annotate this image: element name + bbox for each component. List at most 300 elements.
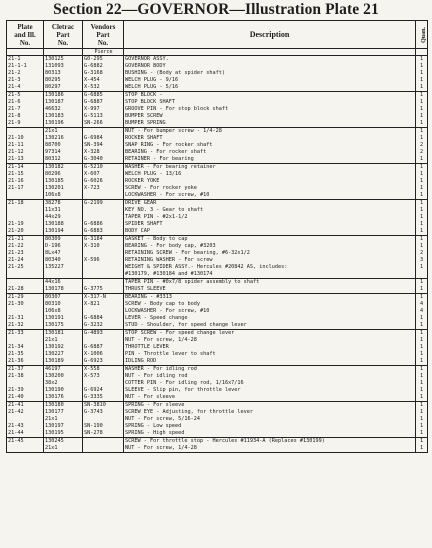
table-row xyxy=(7,70,428,77)
description-cell: SPRING - For sleeve xyxy=(124,402,416,410)
plate-number-cell: 21-1 xyxy=(7,56,44,64)
cletrac-part-cell: 130192 xyxy=(44,344,83,351)
quantity-cell: 1 xyxy=(416,92,428,100)
description-cell: TAPER PIN - #0x7/8 spider assembly to shaft xyxy=(124,279,416,287)
cletrac-part-cell: 130190 xyxy=(44,387,83,394)
description-cell: WELCH PLUG - 13/16 xyxy=(124,171,416,178)
vendor-part-cell: X-310 xyxy=(83,243,124,250)
cletrac-part-cell: 106x8 xyxy=(44,308,83,315)
table-row xyxy=(7,128,428,136)
table-row xyxy=(7,315,428,322)
quantity-cell: 2 xyxy=(416,149,428,156)
quantity-cell: 1 xyxy=(416,99,428,106)
table-row xyxy=(7,214,428,221)
vendor-part-cell: X-454 xyxy=(83,77,124,84)
plate-number-cell: 21-19 xyxy=(7,221,44,228)
plate-number-cell: 21-18 xyxy=(7,200,44,208)
plate-number-cell: 21-31 xyxy=(7,315,44,322)
vendor-part-cell: G-6026 xyxy=(83,178,124,185)
plate-number-cell: 21-7 xyxy=(7,106,44,113)
vendor-part-cell: SN-278 xyxy=(83,430,124,438)
cletrac-part-cell: 130227 xyxy=(44,351,83,358)
quantity-cell: 1 xyxy=(416,430,428,438)
description-cell: RETAINING SCREW - For bearing, #6-32x1/2 xyxy=(124,250,416,257)
table-row xyxy=(7,106,428,113)
plate-number-cell: 21-25 xyxy=(7,264,44,271)
vendor-part-cell xyxy=(83,207,124,214)
header-description: Description xyxy=(124,21,416,49)
table-row xyxy=(7,149,428,156)
quantity-cell: 1 xyxy=(416,315,428,322)
cletrac-part-cell: 44x29 xyxy=(44,214,83,221)
cletrac-part-cell: 21x1 xyxy=(44,416,83,423)
plate-number-cell: 21-5 xyxy=(7,92,44,100)
parts-table xyxy=(6,20,428,453)
plate-number-cell: 21-34 xyxy=(7,344,44,351)
vendor-part-cell: G-5113 xyxy=(83,113,124,120)
cletrac-part-cell: D-196 xyxy=(44,243,83,250)
table-row xyxy=(7,301,428,308)
cletrac-part-cell xyxy=(44,271,83,279)
cletrac-part-cell: 46632 xyxy=(44,106,83,113)
plate-number-cell xyxy=(7,192,44,200)
vendor-part-cell: X-328 xyxy=(83,149,124,156)
description-cell: DRIVE GEAR xyxy=(124,200,416,208)
description-cell: SCREW - For rocker yoke xyxy=(124,185,416,192)
table-row xyxy=(7,264,428,271)
plate-number-cell: 21-37 xyxy=(7,366,44,374)
table-row xyxy=(7,394,428,402)
quantity-cell: 4 xyxy=(416,308,428,315)
subheader-cell xyxy=(44,49,83,56)
cletrac-part-cell: 80297 xyxy=(44,84,83,92)
table-row xyxy=(7,221,428,228)
vendor-part-cell: G-3335 xyxy=(83,394,124,402)
table-row xyxy=(7,294,428,302)
vendor-part-cell: G-6924 xyxy=(83,387,124,394)
vendor-part-cell xyxy=(83,128,124,136)
description-cell: RETAINING WASHER - For screw xyxy=(124,257,416,264)
description-cell: SPIDER SHAFT xyxy=(124,221,416,228)
description-cell: SCREW - Body cap to body xyxy=(124,301,416,308)
quantity-cell: 1 xyxy=(416,221,428,228)
plate-number-cell: 21-12 xyxy=(7,149,44,156)
vendor-part-cell: G-6886 xyxy=(83,221,124,228)
quantity-cell: 1 xyxy=(416,63,428,70)
quantity-cell: 1 xyxy=(416,77,428,84)
cletrac-part-cell: 80309 xyxy=(44,236,83,244)
cletrac-part-cell: 130195 xyxy=(44,430,83,438)
vendor-part-cell: X-317-N xyxy=(83,294,124,302)
description-cell: COTTER PIN - For idling rod, 1/16x7/16 xyxy=(124,380,416,387)
cletrac-part-cell: 8Lx47 xyxy=(44,250,83,257)
plate-number-cell: 21-22 xyxy=(7,243,44,250)
plate-number-cell: 21-38 xyxy=(7,373,44,380)
table-header-row xyxy=(7,21,428,49)
table-row xyxy=(7,351,428,358)
cletrac-part-cell: 38278 xyxy=(44,200,83,208)
cletrac-part-cell: 44x16 xyxy=(44,279,83,287)
quantity-cell: 1 xyxy=(416,423,428,430)
plate-number-cell: 21-21 xyxy=(7,236,44,244)
vendor-part-cell xyxy=(83,416,124,423)
description-cell: NUT - For screw, 1/4-28 xyxy=(124,337,416,344)
plate-number-cell xyxy=(7,214,44,221)
table-row xyxy=(7,207,428,214)
vendor-part-cell: G-3184 xyxy=(83,236,124,244)
plate-number-cell: 21-9 xyxy=(7,120,44,128)
description-cell: LOCKWASHER - For screw, #10 xyxy=(124,192,416,200)
description-cell: SCREW - For throttle stop - Hercules #11934-A (Replaces #130199) xyxy=(124,438,416,446)
plate-number-cell xyxy=(7,308,44,315)
vendor-part-cell: X-532 xyxy=(83,84,124,92)
description-cell: BUSHING - (Body at spider shaft) xyxy=(124,70,416,77)
table-row xyxy=(7,142,428,149)
vendor-part-cell xyxy=(83,279,124,287)
quantity-cell: 1 xyxy=(416,351,428,358)
plate-number-cell xyxy=(7,416,44,423)
cletrac-part-cell: 130177 xyxy=(44,409,83,416)
table-row xyxy=(7,185,428,192)
vendor-part-cell xyxy=(83,445,124,453)
cletrac-part-cell: 130181 xyxy=(44,330,83,338)
table-row xyxy=(7,308,428,315)
quantity-cell: 1 xyxy=(416,286,428,294)
cletrac-part-cell: 130178 xyxy=(44,286,83,294)
description-cell: ROCKER SHAFT xyxy=(124,135,416,142)
description-cell: LEVER - Speed change xyxy=(124,315,416,322)
quantity-cell: 1 xyxy=(416,135,428,142)
cletrac-part-cell: 21x1 xyxy=(44,337,83,344)
plate-number-cell: 21-1-1 xyxy=(7,63,44,70)
description-cell: NUT - For screw, 5/16-24 xyxy=(124,416,416,423)
quantity-cell: 1 xyxy=(416,185,428,192)
quantity-cell: 1 xyxy=(416,279,428,287)
cletrac-part-cell: 130187 xyxy=(44,99,83,106)
vendor-part-cell: G-3775 xyxy=(83,286,124,294)
cletrac-part-cell: 131093 xyxy=(44,63,83,70)
table-row xyxy=(7,279,428,287)
quantity-cell: 1 xyxy=(416,344,428,351)
table-row xyxy=(7,236,428,244)
quantity-cell: 1 xyxy=(416,214,428,221)
plate-number-cell: 21-40 xyxy=(7,394,44,402)
description-cell: SNAP RING - For rocker shaft xyxy=(124,142,416,149)
plate-number-cell: 21-45 xyxy=(7,438,44,446)
description-cell: NUT - For bumper screw - 1/4-28 xyxy=(124,128,416,136)
description-cell: WELCH PLUG - 5/16 xyxy=(124,84,416,92)
vendor-part-cell: G-6883 xyxy=(83,228,124,236)
vendor-part-cell: G-6984 xyxy=(83,135,124,142)
table-row xyxy=(7,63,428,70)
quantity-cell: 1 xyxy=(416,387,428,394)
vendor-part-cell: G-6885 xyxy=(83,92,124,100)
description-cell: SLEEVE - Slip pin, for throttle lever xyxy=(124,387,416,394)
cletrac-part-cell: 80340 xyxy=(44,257,83,264)
cletrac-part-cell: 80310 xyxy=(44,301,83,308)
table-row xyxy=(7,164,428,172)
table-row xyxy=(7,366,428,374)
description-cell: GOVERNOR BODY xyxy=(124,63,416,70)
vendor-part-cell: X-821 xyxy=(83,301,124,308)
vendor-part-cell xyxy=(83,250,124,257)
vendor-part-cell: SN-3810 xyxy=(83,402,124,410)
quantity-cell: 1 xyxy=(416,337,428,344)
table-row xyxy=(7,380,428,387)
parts-table-body xyxy=(7,56,428,453)
quantity-cell: 1 xyxy=(416,120,428,128)
quantity-cell: 4 xyxy=(416,301,428,308)
table-row xyxy=(7,438,428,446)
table-row xyxy=(7,56,428,64)
cletrac-part-cell: 130191 xyxy=(44,315,83,322)
cletrac-part-cell: 130182 xyxy=(44,164,83,172)
vendor-part-cell xyxy=(83,438,124,446)
table-row xyxy=(7,430,428,438)
vendor-part-cell xyxy=(83,380,124,387)
cletrac-part-cell: 80313 xyxy=(44,70,83,77)
quantity-cell: 1 xyxy=(416,264,428,271)
plate-number-cell xyxy=(7,128,44,136)
vendor-part-cell: G-3168 xyxy=(83,70,124,77)
plate-number-cell: 21-43 xyxy=(7,423,44,430)
description-cell: RETAINER - For bearing xyxy=(124,156,416,164)
plate-number-cell: 21-14 xyxy=(7,164,44,172)
quantity-cell: 2 xyxy=(416,142,428,149)
quantity-cell: 1 xyxy=(416,156,428,164)
table-row xyxy=(7,113,428,120)
description-cell: BUMPER SPRING xyxy=(124,120,416,128)
quantity-cell: 1 xyxy=(416,402,428,410)
plate-number-cell: 21-41 xyxy=(7,402,44,410)
plate-number-cell: 21-11 xyxy=(7,142,44,149)
quantity-cell: 1 xyxy=(416,192,428,200)
cletrac-part-cell: 130180 xyxy=(44,402,83,410)
description-cell: KEY NO. 3 - Gear to shaft xyxy=(124,207,416,214)
table-row xyxy=(7,416,428,423)
vendor-part-cell: X-558 xyxy=(83,366,124,374)
cletrac-part-cell: 130194 xyxy=(44,228,83,236)
table-row xyxy=(7,92,428,100)
table-row xyxy=(7,200,428,208)
cletrac-part-cell: 88700 xyxy=(44,142,83,149)
plate-number-cell: 21-4 xyxy=(7,84,44,92)
plate-number-cell: 21-20 xyxy=(7,228,44,236)
table-row xyxy=(7,271,428,279)
cletrac-part-cell: 130216 xyxy=(44,135,83,142)
quantity-cell: 1 xyxy=(416,228,428,236)
plate-number-cell: 21-42 xyxy=(7,409,44,416)
table-row xyxy=(7,228,428,236)
vendor-part-cell: G-2199 xyxy=(83,200,124,208)
quantity-cell: 1 xyxy=(416,171,428,178)
subheader-cell xyxy=(124,49,416,56)
quantity-cell: 1 xyxy=(416,106,428,113)
quantity-cell: 1 xyxy=(416,178,428,185)
quantity-cell xyxy=(416,271,428,279)
description-cell: BEARING - For rocker shaft xyxy=(124,149,416,156)
quantity-cell: 1 xyxy=(416,380,428,387)
table-row xyxy=(7,192,428,200)
plate-number-cell xyxy=(7,380,44,387)
description-cell: BUMPER SCREW xyxy=(124,113,416,120)
cletrac-part-cell: 130189 xyxy=(44,358,83,366)
description-cell: IDLING ROD xyxy=(124,358,416,366)
table-row xyxy=(7,257,428,264)
cletrac-part-cell: 80295 xyxy=(44,77,83,84)
table-row xyxy=(7,250,428,257)
table-row xyxy=(7,178,428,185)
table-row xyxy=(7,120,428,128)
quantity-cell: 1 xyxy=(416,438,428,446)
table-row xyxy=(7,77,428,84)
subheader-cell xyxy=(7,49,44,56)
plate-number-cell xyxy=(7,445,44,453)
table-row xyxy=(7,171,428,178)
quantity-cell: 1 xyxy=(416,200,428,208)
table-row xyxy=(7,409,428,416)
vendor-part-cell: G-6884 xyxy=(83,315,124,322)
quantity-cell: 1 xyxy=(416,409,428,416)
vendor-part-cell xyxy=(83,264,124,271)
cletrac-part-cell: 130186 xyxy=(44,92,83,100)
description-cell: GROOVE PIN - For stop block shaft xyxy=(124,106,416,113)
vendor-part-cell: G-3232 xyxy=(83,322,124,330)
plate-number-cell: 21-3 xyxy=(7,77,44,84)
plate-number-cell: 21-29 xyxy=(7,294,44,302)
table-row xyxy=(7,156,428,164)
header-quantity: Quan. xyxy=(416,21,428,49)
table-row xyxy=(7,423,428,430)
description-cell: SPRING - Low speed xyxy=(124,423,416,430)
cletrac-part-cell: 130196 xyxy=(44,120,83,128)
plate-number-cell xyxy=(7,271,44,279)
vendor-part-cell: G-6923 xyxy=(83,358,124,366)
vendor-part-cell xyxy=(83,308,124,315)
cletrac-part-cell: 130176 xyxy=(44,394,83,402)
description-cell: THRUST SLEEVE xyxy=(124,286,416,294)
description-cell: LOCKWASHER - For screw, #10 xyxy=(124,308,416,315)
quantity-cell: 1 xyxy=(416,322,428,330)
quantity-cell: 1 xyxy=(416,373,428,380)
plate-number-cell xyxy=(7,279,44,287)
description-cell: ROCKER YOKE xyxy=(124,178,416,185)
cletrac-part-cell: 21x1 xyxy=(44,128,83,136)
subheader-cell xyxy=(416,49,428,56)
table-row xyxy=(7,322,428,330)
plate-number-cell: 21-30 xyxy=(7,301,44,308)
table-row xyxy=(7,373,428,380)
cletrac-part-cell: 21x1 xyxy=(44,445,83,453)
quantity-cell: 1 xyxy=(416,366,428,374)
plate-number-cell: 21-6 xyxy=(7,99,44,106)
cletrac-part-cell: 11x31 xyxy=(44,207,83,214)
plate-number-cell: 21-13 xyxy=(7,156,44,164)
plate-number-cell: 21-35 xyxy=(7,351,44,358)
plate-number-cell: 21-17 xyxy=(7,185,44,192)
quantity-cell: 1 xyxy=(416,445,428,453)
cletrac-part-cell: 80296 xyxy=(44,171,83,178)
table-row xyxy=(7,99,428,106)
table-row xyxy=(7,344,428,351)
cletrac-part-cell: 130200 xyxy=(44,373,83,380)
vendor-part-cell: SN-394 xyxy=(83,142,124,149)
quantity-cell: 1 xyxy=(416,358,428,366)
header-cletrac-part-number: Cletrac Part No. xyxy=(44,21,83,49)
vendor-part-cell: X-723 xyxy=(83,185,124,192)
description-cell: STUD - Shoulder, for speed change lever xyxy=(124,322,416,330)
table-row xyxy=(7,387,428,394)
cletrac-part-cell: 130197 xyxy=(44,423,83,430)
cletrac-part-cell: 80307 xyxy=(44,294,83,302)
quantity-cell: 3 xyxy=(416,257,428,264)
description-cell: PIN - Throttle lever to shaft xyxy=(124,351,416,358)
table-subheader-row xyxy=(7,49,428,56)
description-cell: STOP BLOCK SHAFT xyxy=(124,99,416,106)
quantity-cell: 1 xyxy=(416,56,428,64)
quantity-cell: 1 xyxy=(416,330,428,338)
cletrac-part-cell: 130175 xyxy=(44,322,83,330)
cletrac-part-cell: 38x2 xyxy=(44,380,83,387)
plate-number-cell: 21-16 xyxy=(7,178,44,185)
plate-number-cell: 21-8 xyxy=(7,113,44,120)
description-cell: BODY CAP xyxy=(124,228,416,236)
quantity-cell: 1 xyxy=(416,236,428,244)
vendor-part-cell: X-997 xyxy=(83,106,124,113)
plate-number-cell: 21-10 xyxy=(7,135,44,142)
table-row xyxy=(7,445,428,453)
plate-number-cell: 21-32 xyxy=(7,322,44,330)
vendor-part-cell: G-4893 xyxy=(83,330,124,338)
description-cell: BEARING - For body cap, #3203 xyxy=(124,243,416,250)
quantity-cell: 1 xyxy=(416,128,428,136)
description-cell: SPRING - High speed xyxy=(124,430,416,438)
table-row xyxy=(7,330,428,338)
plate-number-cell: 21-44 xyxy=(7,430,44,438)
description-cell: THROTTLE LEVER xyxy=(124,344,416,351)
vendor-part-cell xyxy=(83,192,124,200)
description-cell: NUT - For sleeve xyxy=(124,394,416,402)
header-vendors-part-number: Vendors Part No. xyxy=(83,21,124,49)
table-row xyxy=(7,243,428,250)
cletrac-part-cell: 135227 xyxy=(44,264,83,271)
vendor-part-cell: G0-295 xyxy=(83,56,124,64)
vendor-part-cell xyxy=(83,337,124,344)
vendor-part-cell: G-3040 xyxy=(83,156,124,164)
description-cell: STOP SCREW - For speed change lever xyxy=(124,330,416,338)
description-cell: STOP BLOCK - xyxy=(124,92,416,100)
vendor-part-cell: G-3743 xyxy=(83,409,124,416)
quantity-cell: 1 xyxy=(416,84,428,92)
cletrac-part-cell: 130185 xyxy=(44,178,83,185)
description-cell: WASHER - For bearing retainer xyxy=(124,164,416,172)
description-cell: WASHER - For idling rod xyxy=(124,366,416,374)
cletrac-part-cell: 130188 xyxy=(44,221,83,228)
table-row xyxy=(7,402,428,410)
quantity-cell: 1 xyxy=(416,294,428,302)
vendor-part-cell: G-5210 xyxy=(83,164,124,172)
quantity-cell: 1 xyxy=(416,416,428,423)
plate-number-cell: 21-2 xyxy=(7,70,44,77)
quantity-cell: 2 xyxy=(416,250,428,257)
cletrac-part-cell: 130201 xyxy=(44,185,83,192)
description-cell: #130179, #130184 and #130174 xyxy=(124,271,416,279)
plate-number-cell xyxy=(7,337,44,344)
description-cell: SCREW EYE - Adjusting, for throttle lever xyxy=(124,409,416,416)
quantity-cell: 1 xyxy=(416,243,428,250)
vendor-part-cell: X-1006 xyxy=(83,351,124,358)
plate-number-cell: 21-28 xyxy=(7,286,44,294)
